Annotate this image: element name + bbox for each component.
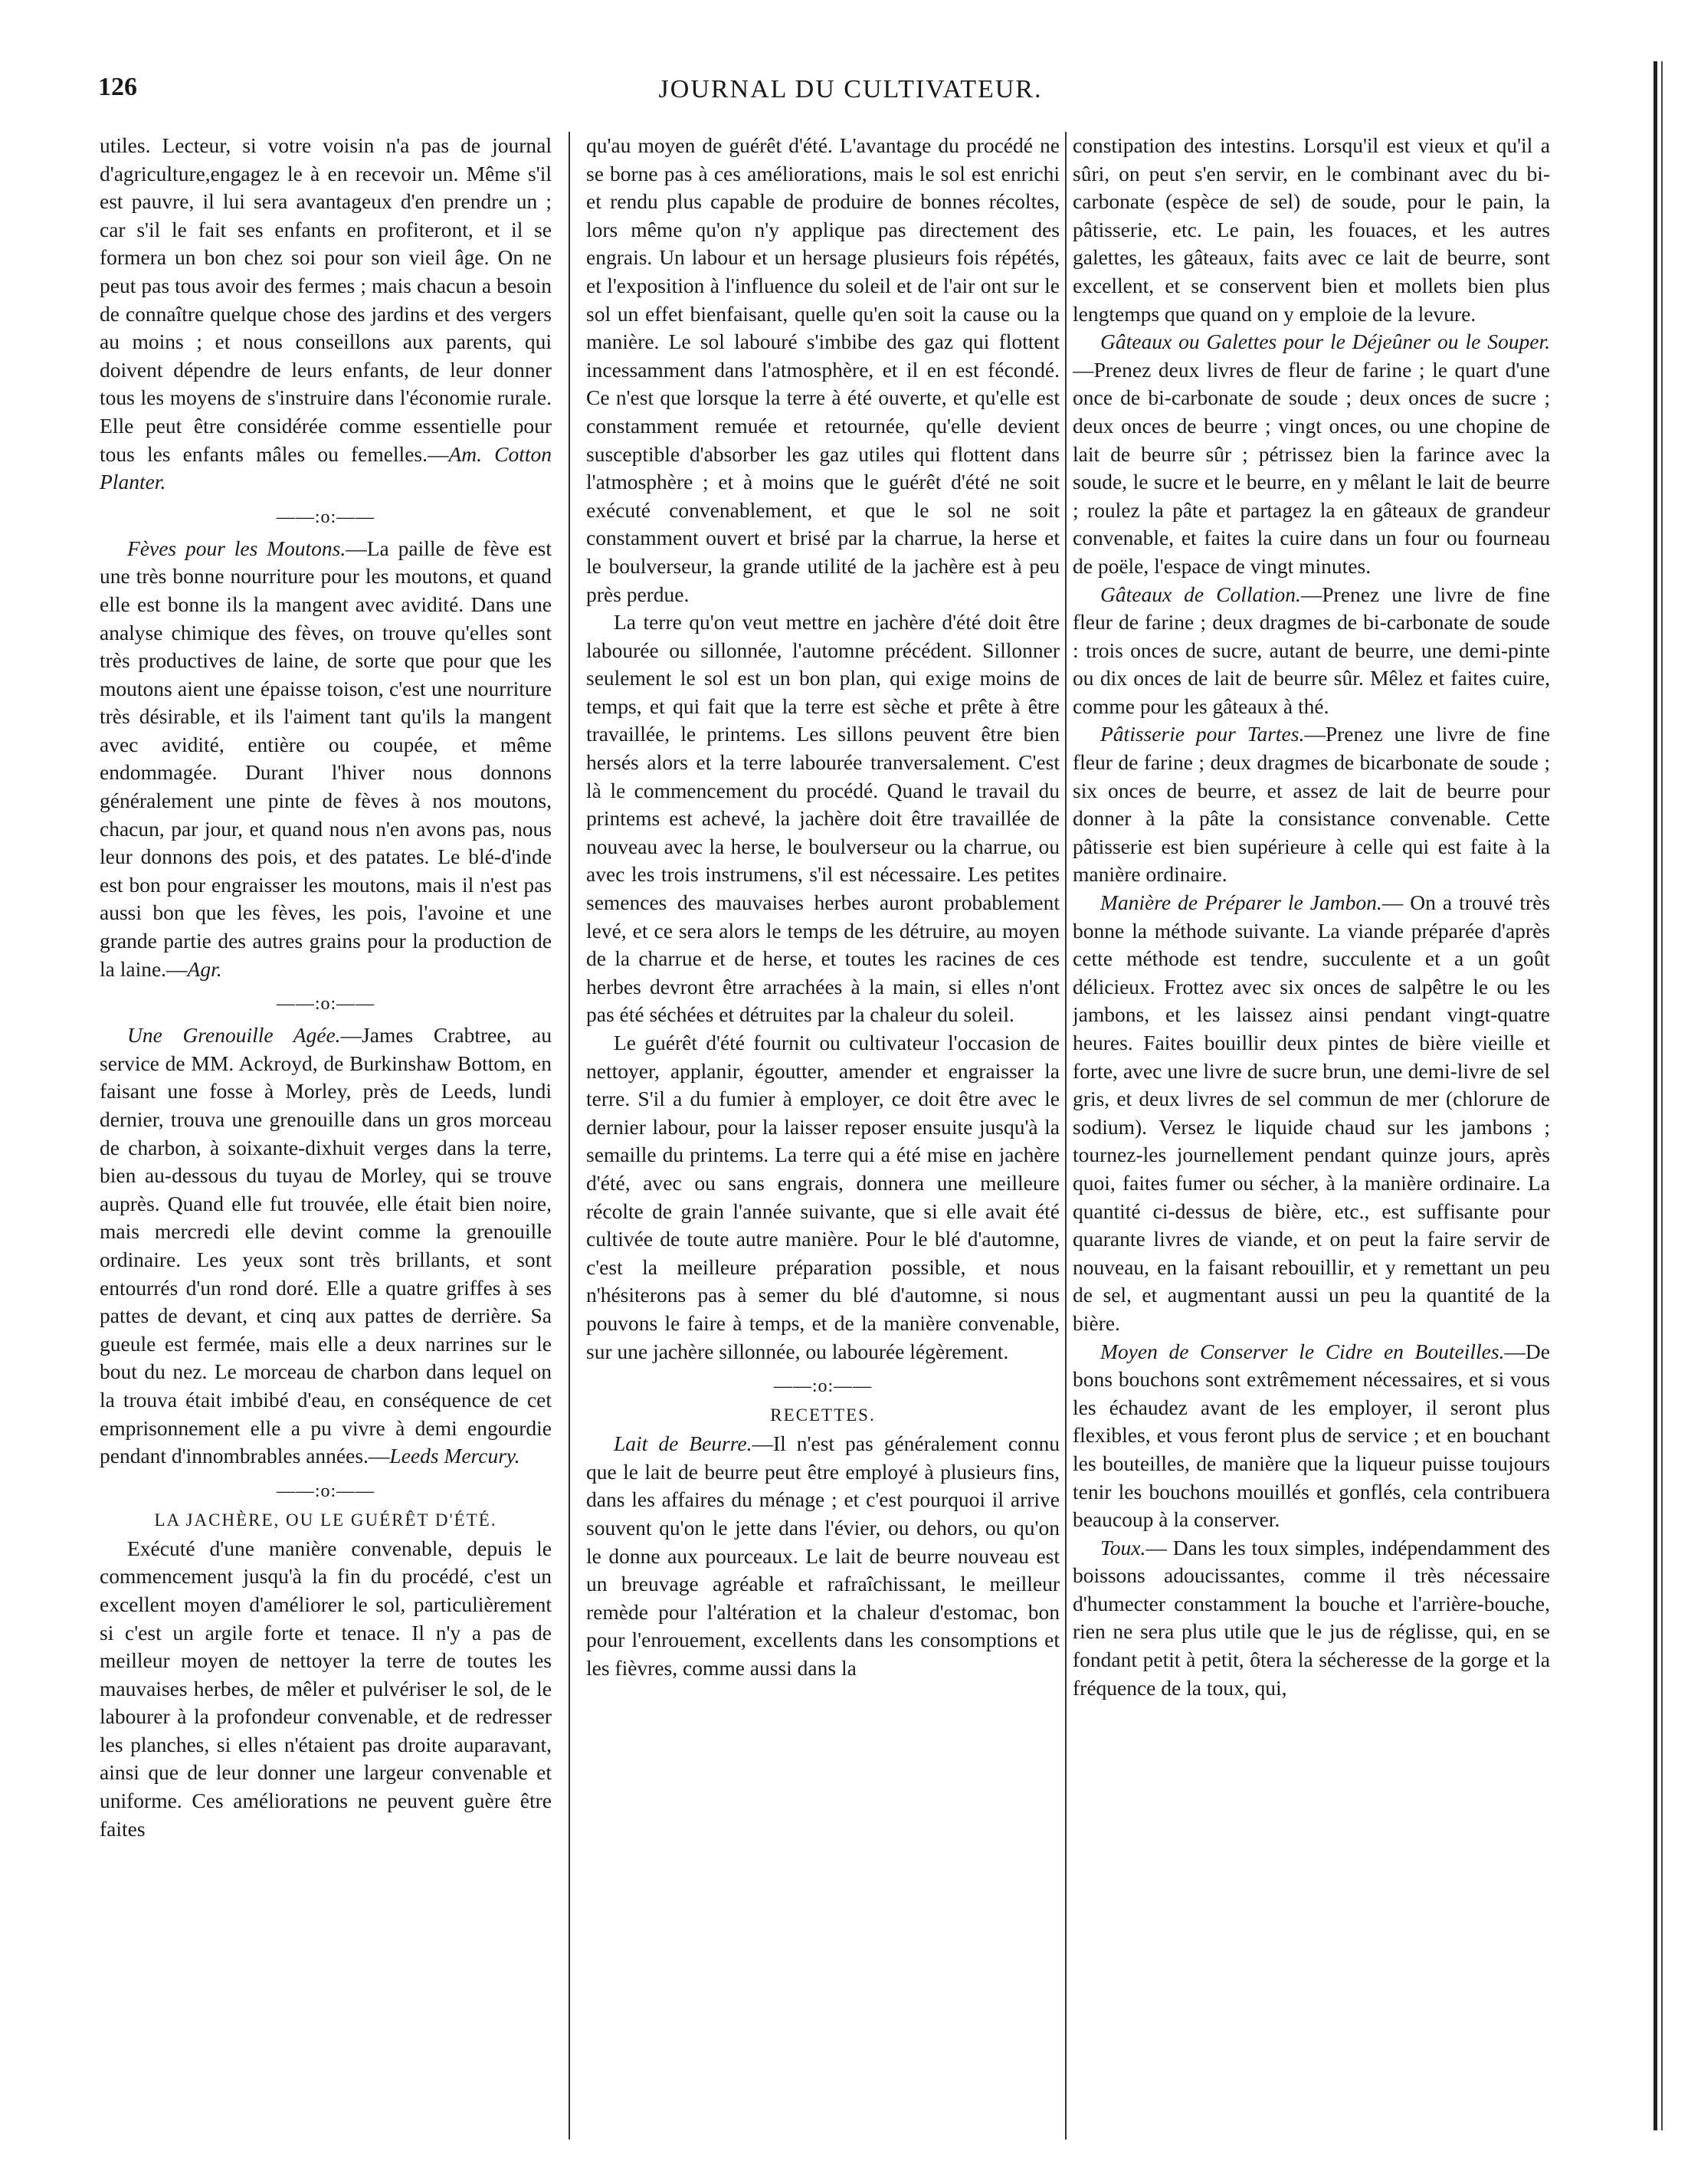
column-3 <box>1073 132 1550 2155</box>
source-citation: Leeds Mercury. <box>389 1444 520 1468</box>
paragraph <box>1073 720 1550 889</box>
article-title: Une Grenouille Agée. <box>127 1023 341 1048</box>
paragraph: constipation des intestins. Lorsqu'il est vieux et qu'il a sûri, on peut s'en servir, en le combinant avec du bi-carbonate (espèce de sel) de soude, pour le pain, la pâtisserie, etc. Le pain, les fouaces, et les autres galettes, les gâteaux, faits avec ce lait de beurre, sont excellent, et se conservent bien et mollets bien plus lengtemps que quand on y emploie de la levure. <box>1073 133 1550 326</box>
paragraph-text: —Prenez une livre de fine fleur de farine ; deux dragmes de bicarbonate de soude ; six onces de beurre, et assez de lait de beurre pour donner à la pâte la consistance convenable. Cette pâtisserie est bien supérieure à celle qui est faite à la manière ordinaire. <box>1073 722 1550 887</box>
article-title: Gâteaux de Collation. <box>1100 582 1301 606</box>
margin-rule-thin <box>1661 61 1663 2130</box>
paragraph-text: — On a trouvé très bonne la méthode suivante. La viande préparée d'après cette méthode est tendre, succulente et a un goût délicieux. Frottez avec six onces de salpêtre le ou les jambons, et les laissez ainsi pendant vingt-quatre heures. Faites bouillir deux pintes de bière vieille et forte, avec une livre de sucre brun, une demi-livre de sel gris, et deux livres de sel commun de mer (chlorure de sodium). Versez le liquide chaud sur les jambons ; tournez-les journellement pendant quinze jours, après quoi, faites fumer ou sécher, à la manière ordinaire. La quantité ci-dessus de bière, etc., est suffisante pour quarante livres de viande, et on peut la faire servir de nouveau, en la faisant rebouillir, et y remettant un peu de sel, et augmentant aussi un peu la quantité de la bière. <box>1073 890 1550 1335</box>
running-head: JOURNAL DU CULTIVATEUR. <box>658 75 1043 103</box>
source-citation: Agr. <box>187 956 222 981</box>
article-title: Gâteaux ou Galettes pour le Déjeûner ou le Souper. <box>1100 330 1550 354</box>
paragraph <box>1073 581 1550 721</box>
column-1 <box>100 132 552 2155</box>
column-divider-1 <box>569 132 570 2140</box>
paragraph: Le guérêt d'été fournit ou cultivateur l'occasion de nettoyer, applanir, égoutter, amender et engraisser la terre. S'il a du fumier à employer, ce doit être avec le dernier labour, pour la laisser reposer ensuite jusqu'à la semaille du printems. La terre qui a été mise en jachère d'été, avec ou sans engrais, donnera une meilleure récolte de grain l'année suivante, que si elle avait été cultivée de toute autre manière. Pour le blé d'automne, c'est la meilleure préparation possible, et nous n'hésiterons pas à semer du blé d'automne, si nous pouvons le faire à temps, et de la manière convenable, sur une jachère sillonnée, ou labourée légèrement. <box>586 1031 1060 1363</box>
section-heading: RECETTES. <box>770 1405 876 1425</box>
column-2 <box>586 132 1060 2155</box>
paragraph <box>1073 1534 1550 1703</box>
paragraph <box>1073 328 1550 580</box>
paragraph <box>586 1430 1060 1682</box>
paragraph-text: —De bons bouchons sont extrêmement nécessaires, et si vous les échaudez avant de les employer, il seront plus flexibles, et vous feront plus de service ; et en bouchant les bouteilles, de manière que la liqueur puisse toujours tenir les bouchons mouillés et gonflés, cela contribuera beaucoup à la conserver. <box>1073 1339 1550 1532</box>
article-title: Manière de Préparer le Jambon. <box>1100 890 1382 915</box>
paragraph <box>100 1021 552 1471</box>
paragraph: Exécuté d'une manière convenable, depuis le commencement jusqu'à la fin du procédé, c'est un excellent moyen d'améliorer le sol, particulièrement si c'est un argile forte et tenace. Il n'y a pas de meilleur moyen de nettoyer la terre de toutes les mauvaises herbes, de mêler et pulvériser le sol, de le labourer à la profondeur convenable, et de redresser les planches, si elles n'étaient pas droite auparavant, ainsi que de leur donner une largeur convenable et uniforme. Ces améliorations ne peuvent guère être faites <box>100 1536 552 1841</box>
paragraph <box>1073 1338 1550 1534</box>
section-separator: ——:o:—— <box>276 994 375 1015</box>
paragraph-text: —Il n'est pas généralement connu que le lait de beurre peut être employé à plusieurs fins, dans les affaires du ménage ; et c'est pourquoi il arrive souvent qu'on le jette dans l'évier, ou dehors, ou qu'on le donne aux pourceaux. Le lait de beurre nouveau est un breuvage agréable et rafraîchissant, le meilleur remède pour l'altération et la chaleur d'estomac, bon pour l'enrouement, excellents dans les consomptions et les fièvres, comme aussi dans la <box>586 1431 1060 1680</box>
column-divider-2 <box>1065 132 1067 2140</box>
paragraph-text: —Prenez une livre de fine fleur de farine ; deux dragmes de bi-carbonate de soude : trois onces de sucre, autant de beurre, une demi-pinte ou dix onces de lait de beurre sûr. Mêlez et faites cuire, comme pour les gâteaux à thé. <box>1073 582 1550 718</box>
article-title: Lait de Beurre. <box>614 1431 752 1456</box>
section-separator: ——:o:—— <box>276 1481 375 1501</box>
paragraph-text: — Dans les toux simples, indépendamment des boissons adoucissantes, comme il très nécessaire d'humecter constamment la bouche et l'arrière-bouche, rien ne sera plus utile que le jus de réglisse, qui, en se fondant petit à petit, ôtera la sécheresse de la gorge et la fréquence de la toux, qui, <box>1073 1535 1550 1700</box>
source-citation: Am. Cotton Planter. <box>100 441 552 494</box>
article-title: Moyen de Conserver le Cidre en Bouteilles. <box>1100 1339 1505 1363</box>
article-title: Toux. <box>1100 1535 1146 1559</box>
page-number: 126 <box>98 73 137 101</box>
paragraph <box>1073 889 1550 1338</box>
section-separator: ——:o:—— <box>773 1376 873 1397</box>
margin-rule <box>1653 61 1657 2130</box>
paragraph-text: utiles. Lecteur, si votre voisin n'a pas de journal d'agriculture,engagez le à en recevoir un. Même s'il est pauvre, il lui sera avantageux d'en prendre un ; car s'il le fait ses enfants en profiteront, et il se formera un bon chez soi pour son vieil âge. On ne peut pas tous avoir des fermes ; mais chacun a besoin de connaître quelque chose des jardins et des vergers au moins ; et nous conseillons aux parents, qui doivent dépendre de leurs enfants, de leur donner tous les moyens de s'instruire dans l'économie rurale. Elle peut être considérée comme essentielle pour tous les enfants mâles ou femelles.— <box>100 133 552 466</box>
section-heading: LA JACHÈRE, OU LE GUÉRÊT D'ÉTÉ. <box>154 1510 497 1530</box>
article-title: Fèves pour les Moutons. <box>127 536 346 560</box>
article-title: Pâtisserie pour Tartes. <box>1100 722 1305 746</box>
paragraph: qu'au moyen de guérêt d'été. L'avantage du procédé ne se borne pas à ces améliorations, mais le sol est enrichi et rendu plus capable de produire de bonnes récoltes, lors même qu'on n'y applique pas directement des engrais. Un labour et un hersage plusieurs fois répétés, et l'exposition à l'influence du soleil et de l'air ont sur le sol un effet bienfaisant, quelle qu'en soit la cause ou la manière. Le sol labouré s'imbibe des gaz qui flottent incessamment dans l'atmosphère, et il en est fécondé. Ce n'est que lorsque la terre à été ouverte, et qu'elle est constamment remuée et retournée, qu'elle devient susceptible d'absorber les gaz utiles qui flottent dans l'atmosphère ; et à moins que le guérêt d'été ne soit exécuté convenablement, et que le sol ne soit constamment ouvert et brisé par la charrue, la herse et le boulverseur, la grande utilité de la jachère est à peu près perdue. <box>586 133 1060 606</box>
paragraph-text: —La paille de fève est une très bonne nourriture pour les moutons, et quand elle est bonne ils la mangent avec avidité. Dans une analyse chimique des fèves, on trouve qu'elles sont très productives de laine, de sorte que pour que les moutons aient une épaisse toison, c'est une nourriture très désirable, et ils l'aiment tant qu'ils la mangent avec avidité, entière ou coupée, et même endommagée. Durant l'hiver nous donnons généralement une pinte de fèves à nos moutons, chacun, par jour, et quand nous n'en avons pas, nous leur donnons des pois, et des patates. Le blé-d'inde est bon pour engraisser les moutons, mais il n'est pas aussi bon que les fèves, les pois, l'avoine et une grande partie des autres grains pour la production de la laine.— <box>100 536 552 981</box>
paragraph <box>100 132 552 497</box>
paragraph-text: —James Crabtree, au service de MM. Ackroyd, de Burkinshaw Bottom, en faisant une fosse à Morley, près de Leeds, lundi dernier, trouva une grenouille dans un gros morceau de charbon, à soixante-dixhuit verges dans la terre, bien au-dessous du tuyau de Morley, qui se trouve auprès. Quand elle fut trouvée, elle était bien noire, mais mercredi elle devint comme la grenouille ordinaire. Les yeux sont très brillants, et sont entourrés d'un rond doré. Elle a quatre griffes à ses pattes de devant, et cinq aux pattes de derrière. Sa gueule est fermée, mais elle a deux narrines sur le bout du nez. Le morceau de charbon dans lequel on la trouva était imbibé d'eau, en conséquence de cet emprisonnement elle a pu vivre à demi engourdie pendant d'innombrables années.— <box>100 1023 552 1468</box>
paragraph <box>100 535 552 984</box>
paragraph-text: —Prenez deux livres de fleur de farine ; le quart d'une once de bi-carbonate de soude ; deux onces de sucre ; deux onces de beurre ; vingt onces, ou une chopine de lait de beurre sûr ; pétrissez bien la farince avec la soude, le sucre et le beurre, en y mêlant le lait de beurre ; roulez la pâte et partagez la en gâteaux de grandeur convenable, et faites la cuire dans un four ou fourneau de poële, l'espace de vingt minutes. <box>1073 357 1550 578</box>
section-separator: ——:o:—— <box>276 507 375 527</box>
paragraph: La terre qu'on veut mettre en jachère d'été doit être labourée ou sillonnée, l'automne précédent. Sillonner seulement le sol est un bon plan, qui exige moins de temps, et qui fait que la terre est sèche et prête à être travaillée, le printems. Les sillons peuvent être bien hersés alors et la terre labourée tranversalement. C'est là le commencement du procédé. Quand le travail du printems est achevé, la jachère doit être travaillée de nouveau avec la herse, le boulverseur ou la charrue, ou avec les trois instrumens, s'il est nécessaire. Les petites semences des mauvaises herbes auront probablement levé, et ce sera alors le temps de les détruire, au moyen de la charrue et de herse, et toutes les racines de ces herbes devront être arrachées à la main, si elles n'ont pas été séchées et détruites par la chaleur du soleil. <box>586 610 1060 1027</box>
